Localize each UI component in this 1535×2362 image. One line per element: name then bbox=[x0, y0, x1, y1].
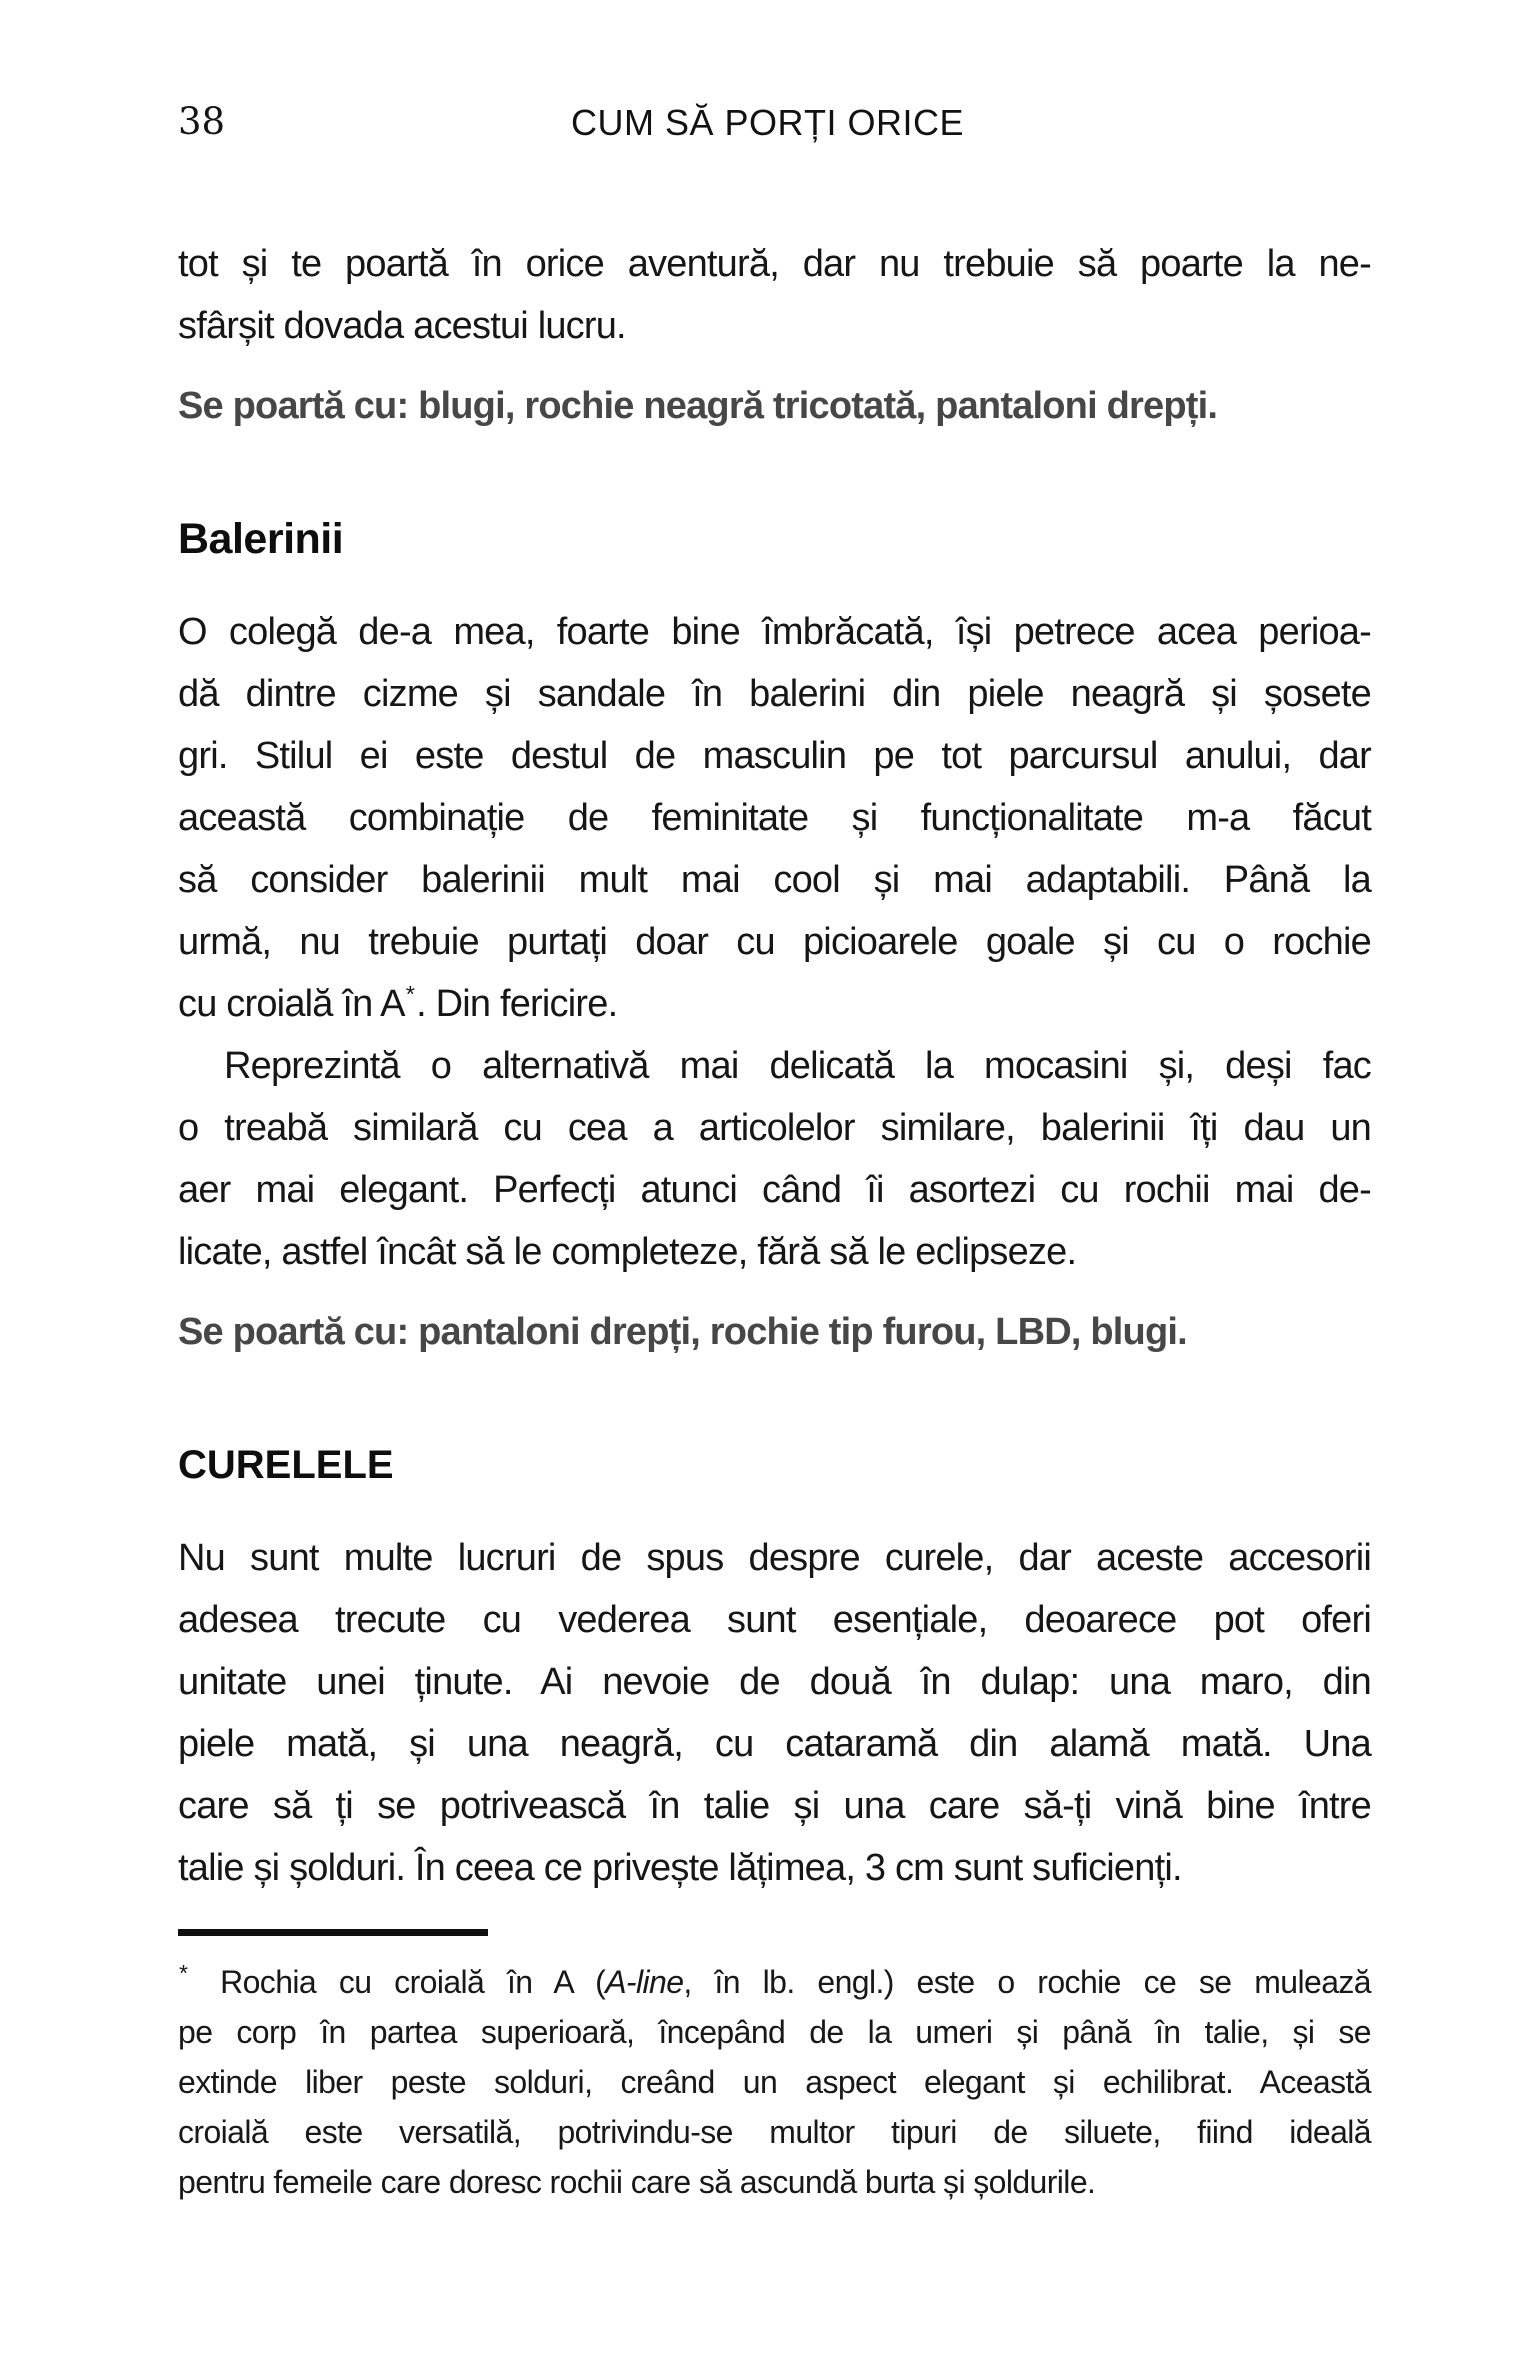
footnote bbox=[178, 1929, 1371, 2207]
paragraph-curelele-1 bbox=[178, 1527, 1371, 1899]
text-line: licate, astfel încât să le completeze, fără să le eclipseze. bbox=[178, 1231, 1077, 1273]
text-line: extinde liber peste solduri, creând un aspect elegant și echilibrat. Această bbox=[178, 2064, 1371, 2100]
text-line: tot și te poartă în orice aventură, dar nu trebuie să poarte la ne- bbox=[178, 243, 1371, 285]
text-line: gri. Stilul ei este destul de masculin pe tot parcursul anului, dar bbox=[178, 735, 1371, 777]
text-line: să consider balerinii mult mai cool și mai adaptabili. Până la bbox=[178, 859, 1371, 901]
text-line: care să ți se potrivească în talie și una care să-ți vină bine între bbox=[178, 1785, 1371, 1827]
running-title: CUM SĂ PORȚI ORICE bbox=[570, 102, 965, 143]
text-line: sfârșit dovada acestui lucru. bbox=[178, 305, 626, 347]
text-line: cu croială în A*. Din fericire. bbox=[178, 981, 618, 1025]
text-line: * Rochia cu croială în A (A-line, în lb. engl.) este o rochie ce se mulează bbox=[179, 1960, 1371, 2000]
paragraph-intro-continuation bbox=[178, 233, 1371, 357]
text-line: Nu sunt multe lucruri de spus despre curele, dar aceste accesorii bbox=[178, 1537, 1371, 1579]
page-header bbox=[0, 0, 1535, 149]
text-line: aer mai elegant. Perfecți atunci când îi asortezi cu rochii mai de- bbox=[178, 1169, 1371, 1211]
text-line: această combinație de feminitate și funcționalitate m-a făcut bbox=[178, 797, 1371, 839]
footnote-text bbox=[178, 1957, 1371, 2207]
text-line: pe corp în partea superioară, începând de la umeri și până în talie, și se bbox=[178, 2014, 1371, 2050]
paragraph-balerinii-1 bbox=[178, 601, 1371, 1035]
paragraph-balerinii-2 bbox=[178, 1035, 1371, 1283]
text-line: piele mată, și una neagră, cu cataramă din alamă mată. Una bbox=[178, 1723, 1371, 1765]
text-line: Reprezintă o alternativă mai delicată la mocasini și, deși fac bbox=[224, 1045, 1371, 1087]
text-line: urmă, nu trebuie purtați doar cu picioarele goale și cu o rochie bbox=[178, 921, 1371, 963]
text-line: O colegă de-a mea, foarte bine îmbrăcată, își petrece acea perioa- bbox=[178, 611, 1371, 653]
text-line: adesea trecute cu vederea sunt esențiale, deoarece pot oferi bbox=[178, 1599, 1371, 1641]
text-line: croială este versatilă, potrivindu-se multor tipuri de siluete, fiind ideală bbox=[178, 2114, 1371, 2150]
footnote-separator-rule bbox=[178, 1929, 488, 1936]
text-line: dă dintre cizme și sandale în balerini din piele neagră și șosete bbox=[178, 673, 1371, 715]
page-number: 38 bbox=[178, 100, 226, 143]
page-content bbox=[0, 233, 1535, 2207]
text-line: o treabă similară cu cea a articolelor similare, balerinii îți dau un bbox=[178, 1107, 1371, 1149]
text-line: talie și șolduri. În ceea ce privește lățimea, 3 cm sunt suficienți. bbox=[178, 1847, 1182, 1889]
wear-with-note: Se poartă cu: blugi, rochie neagră tricotată, pantaloni drepți. bbox=[178, 385, 1218, 427]
section-heading-curelele: CURELELE bbox=[178, 1443, 394, 1487]
section-heading-balerinii: Balerinii bbox=[178, 515, 344, 563]
text-line: unitate unei ținute. Ai nevoie de două în dulap: una maro, din bbox=[178, 1661, 1371, 1703]
text-line: pentru femeile care doresc rochii care să ascundă burta și șoldurile. bbox=[178, 2164, 1096, 2200]
wear-with-note: Se poartă cu: pantaloni drepți, rochie tip furou, LBD, blugi. bbox=[178, 1311, 1187, 1353]
